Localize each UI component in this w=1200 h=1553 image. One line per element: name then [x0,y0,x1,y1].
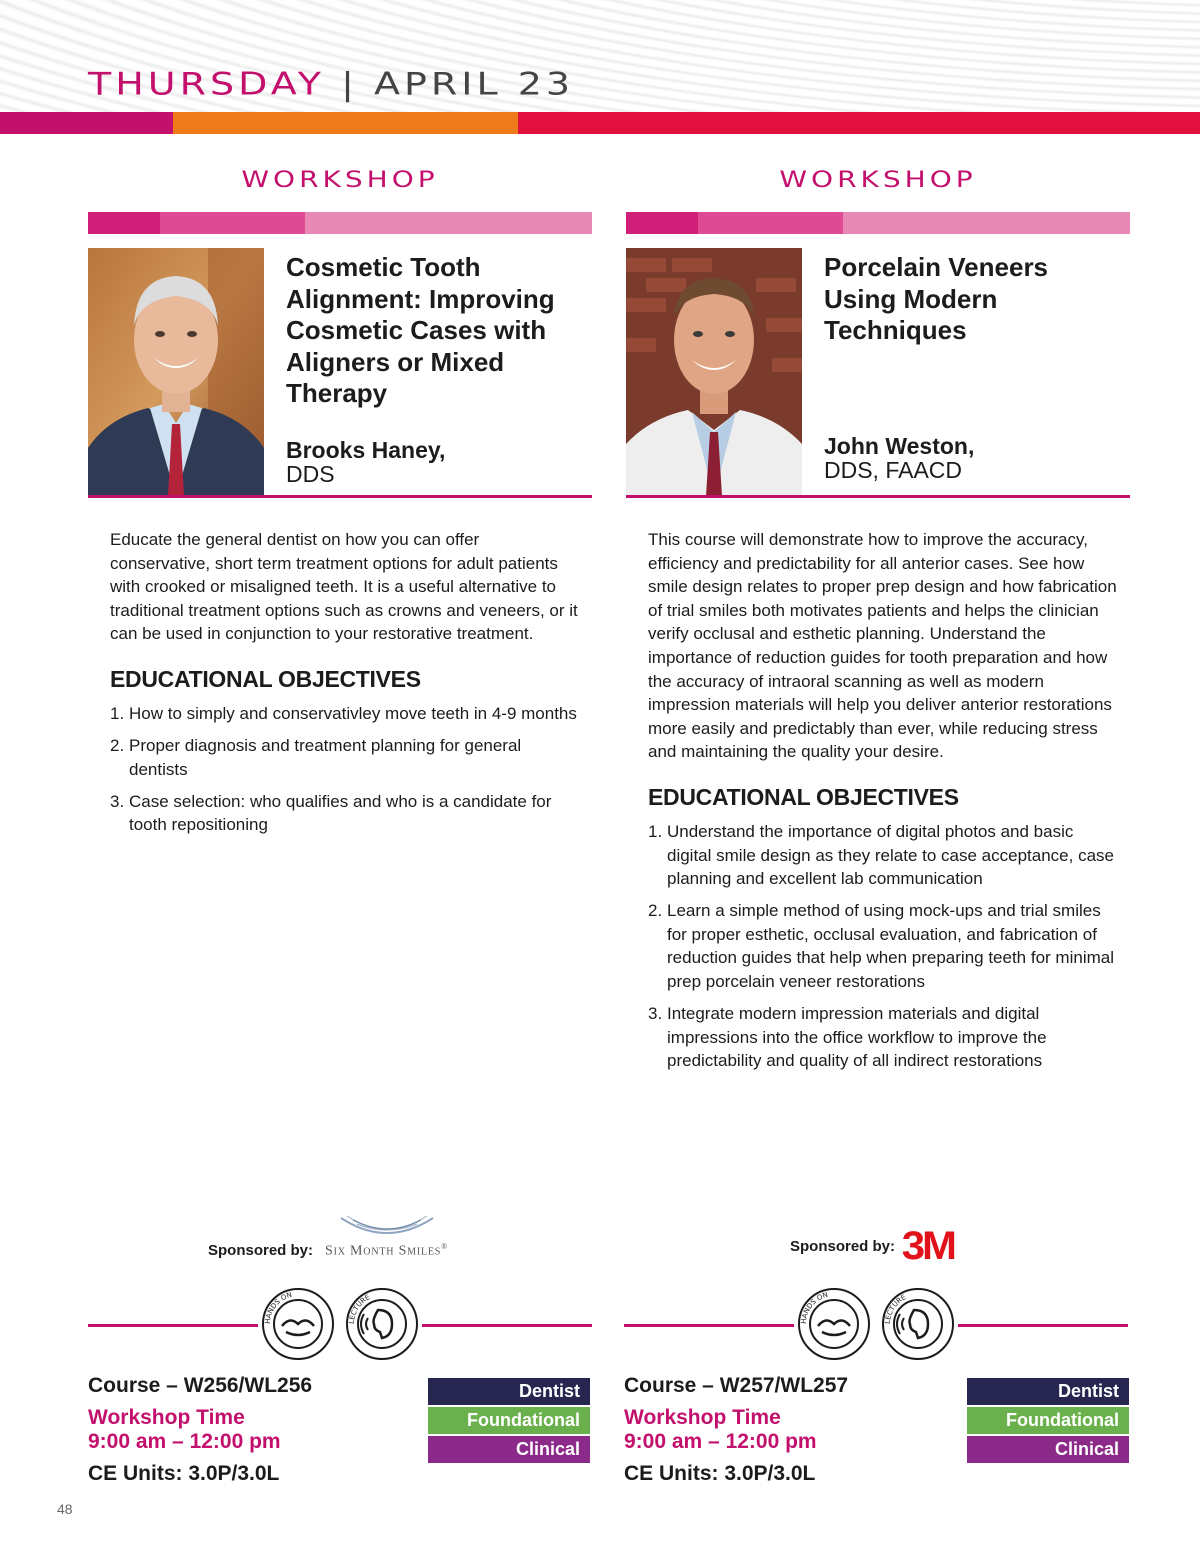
objectives-list [110,702,580,837]
objectives-list [648,820,1118,1073]
objectives-heading: EDUCATIONAL OBJECTIVES [110,665,421,692]
sponsor-name: 3M [901,1224,954,1268]
hands-on-icon [260,1286,336,1362]
speaker-photo [626,248,802,496]
speaker-credentials: DDS, FAACD [824,457,963,483]
audience-tags-left [428,1378,590,1465]
sponsor-label: Sponsored by: [790,1237,896,1255]
course-info-right [624,1372,964,1488]
speaker-photo [88,248,264,496]
speaker-name [824,434,1124,482]
course-title: Porcelain Veneers Using Modern Techniques [824,252,1049,345]
badge-text: HANDS ON [263,1290,293,1325]
speaker-block [626,248,1130,498]
page-number: 48 [57,1501,73,1517]
workshop-time: 9:00 am – 12:00 pm [88,1430,281,1453]
tag-dentist: Dentist [967,1378,1129,1405]
course-info-left [88,1372,428,1488]
workshop-card-right [626,160,1130,1081]
workshop-time-label: Workshop Time [88,1406,245,1429]
list-item: 2. Proper diagnosis and treatment planning for general dentists [110,736,522,779]
tag-foundational: Foundational [428,1407,590,1434]
list-item: 1. Understand the importance of digital photos and basic digital smile design as they relate to case acceptance, case planning and excellent lab communication [648,821,1114,889]
header-bar-magenta [0,112,173,134]
page-title [88,66,574,107]
badge-text: HANDS ON [799,1290,829,1325]
divider [422,1324,592,1327]
objectives-heading: EDUCATIONAL OBJECTIVES [648,783,959,810]
workshop-time-label: Workshop Time [624,1406,781,1429]
divider [624,1324,794,1327]
title-separator: | [341,66,358,103]
speaker-name-text: Brooks Haney, [286,437,446,463]
ce-units: CE Units: 3.0P/3.0L [88,1462,280,1485]
course-code: Course – W257/WL257 [624,1374,849,1397]
list-item: 1. How to simply and conservativley move teeth in 4-9 months [110,703,577,723]
workshop-card-left [88,160,592,845]
registered-mark: ® [441,1242,449,1251]
date-label: APRIL 23 [373,66,575,103]
course-description: Educate the general dentist on how you can offer conservative, short term treatment options for adult patients with crooked or misaligned teeth. It is a useful alternative to traditional treatment options such as crowns and veneers, or it can be used in conjunction to your restorative treatment. [110,530,578,644]
speaker-credentials: DDS [286,461,335,487]
workshop-label: WORKSHOP [779,166,977,193]
smile-swoosh-icon [337,1214,437,1240]
workshop-time: 9:00 am – 12:00 pm [624,1430,817,1453]
lecture-icon [880,1286,956,1362]
badge-text: LECTURE [347,1293,372,1325]
header-bar-orange [173,112,518,134]
sponsor-name: Six Month Smiles [325,1243,442,1259]
sponsor-left [208,1214,448,1260]
list-item: 2. Learn a simple method of using mock-ups and trial smiles for proper esthetic, occlusal evaluation, and fabrication of reduction guides that help when preparing teeth for minimal prep porcelain veneer restorations [648,901,1114,991]
header-bar-red [518,112,1200,134]
tag-dentist: Dentist [428,1378,590,1405]
badge-text: LECTURE [883,1293,908,1325]
divider [88,495,592,498]
format-badges-right [624,1286,1128,1366]
tag-clinical: Clinical [428,1436,590,1463]
format-badges-left [88,1286,592,1366]
audience-tags-right [967,1378,1129,1465]
speaker-name [286,438,586,486]
list-item: 3. Case selection: who qualifies and who is a candidate for tooth repositioning [110,791,552,835]
tag-clinical: Clinical [967,1436,1129,1463]
ce-units: CE Units: 3.0P/3.0L [624,1462,816,1485]
day-label: THURSDAY [88,66,325,103]
course-title: Cosmetic Tooth Alignment: Improving Cosmetic Cases with Aligners or Mixed Therapy [286,252,555,408]
list-item: 3. Integrate modern impression materials and digital impressions into the office workflow to improve the predictability and quality of all indirect restorations [648,1004,1047,1071]
divider [88,1324,258,1327]
workshop-label: WORKSHOP [241,166,439,193]
tag-foundational: Foundational [967,1407,1129,1434]
course-description: This course will demonstrate how to improve the accuracy, efficiency and predictability for all anterior cases. See how smile design relates to proper prep design and how fabrication of trial smiles both motivates patients and helps the clinician verify occlusal and esthetic planning. Understand the importance of reduction guides for tooth preparation and how the accuracy of intraoral scanning as well as modern impression materials will help you deliver anterior restorations more easily and predictably than ever, while reducing stress and maintaining the quality your desire. [648,530,1117,762]
speaker-name-text: John Weston, [824,433,975,459]
hands-on-icon [796,1286,872,1362]
six-month-smiles-logo [325,1214,448,1260]
workshop-bar [626,212,1130,234]
divider [958,1324,1128,1327]
lecture-icon [344,1286,420,1362]
speaker-block [88,248,592,498]
course-code: Course – W256/WL256 [88,1374,313,1397]
workshop-bar [88,212,592,234]
divider [626,495,1130,498]
sponsor-right [790,1226,953,1266]
sponsor-label: Sponsored by: [208,1242,314,1260]
